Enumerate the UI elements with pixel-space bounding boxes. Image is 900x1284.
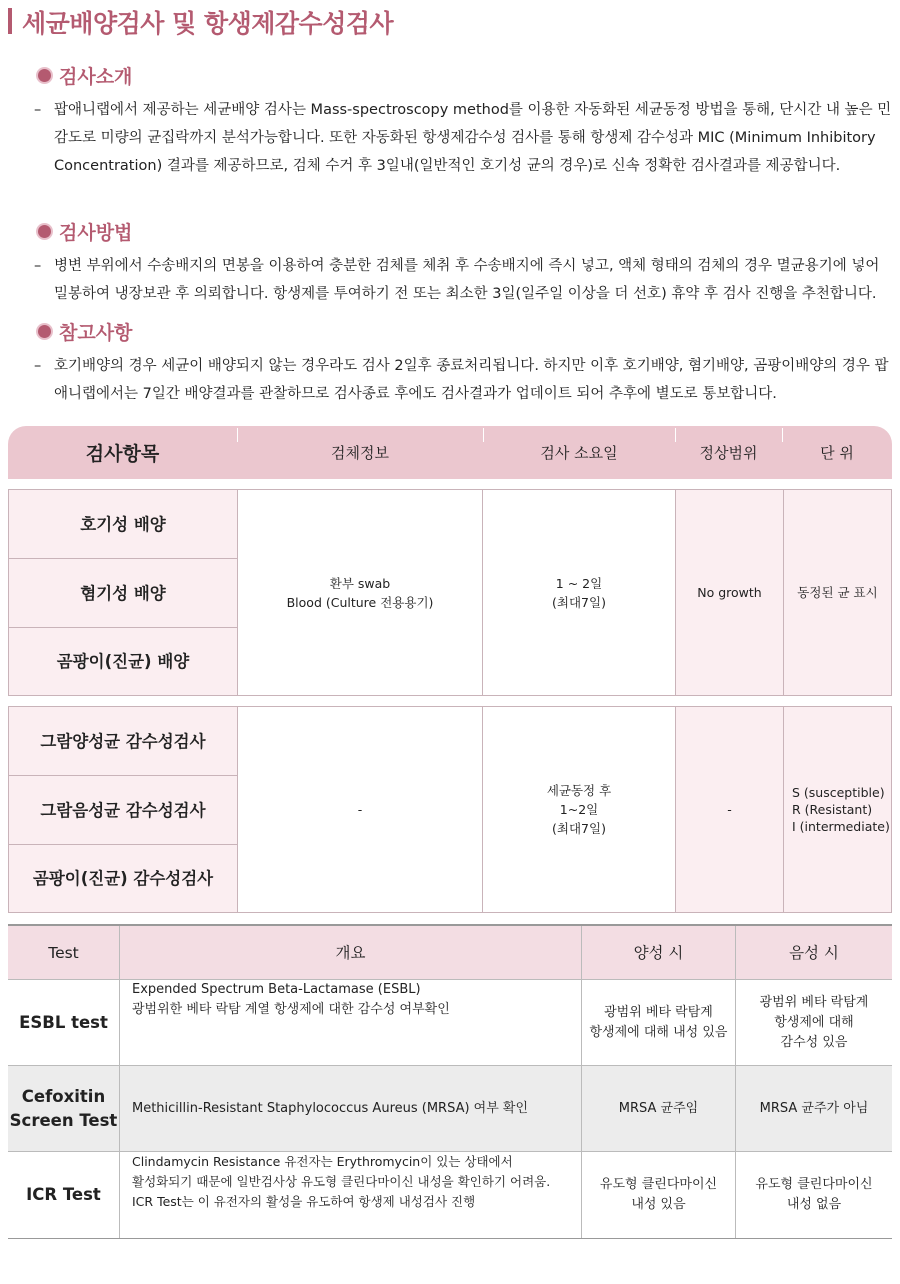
bullet-dot-icon <box>38 325 51 338</box>
normal-range: No growth <box>676 490 783 695</box>
header-unit: 단 위 <box>820 444 854 462</box>
header-normal-range: 정상범위 <box>699 444 758 462</box>
positive-result: MRSA 균주임 <box>582 1066 736 1151</box>
test-summary <box>120 1152 582 1238</box>
test-item: 호기성 배양 <box>9 490 238 559</box>
test-item: 곰팡이(진균) 감수성검사 <box>9 845 238 912</box>
dash-bullet: – <box>34 258 42 274</box>
section-text: 호기배양의 경우 세균이 배양되지 않는 경우라도 검사 2일후 종료처리됩니다. 하지만 이후 호기배양, 혐기배양, 곰팡이배양의 경우 팝애니랩에서는 7일간 배양결과를 관찰하므로 검사종료 후에도 검사결과가 업데이트 되어 추후에 별도로 통보합니다. <box>54 358 889 402</box>
susceptibility-group <box>8 706 892 913</box>
result-line: 감수성 있음 <box>780 1034 848 1050</box>
negative-result: MRSA 균주가 아님 <box>736 1066 892 1151</box>
bullet-dot-icon <box>38 69 51 82</box>
header-test-item: 검사항목 <box>85 443 160 465</box>
result-line: 유도형 클린다마이신 <box>599 1177 718 1192</box>
unit <box>784 707 891 912</box>
test-name <box>8 1066 120 1151</box>
header-duration: 검사 소요일 <box>540 444 618 462</box>
dash-bullet: – <box>34 102 42 118</box>
specimen-info <box>238 490 482 695</box>
table-row <box>8 1066 892 1152</box>
title-accent-bar <box>8 8 12 34</box>
duration-info <box>483 707 675 912</box>
result-line: 내성 있음 <box>631 1197 686 1212</box>
test-name: ESBL test <box>8 980 120 1065</box>
duration-line: 1~2일 <box>559 802 599 817</box>
summary-line: Expended Spectrum Beta-Lactamase (ESBL) <box>132 982 421 997</box>
table-row <box>8 980 892 1066</box>
bullet-dot-icon <box>38 225 51 238</box>
test-summary <box>120 980 582 1065</box>
duration-line: (최대7일) <box>552 594 606 610</box>
test-name-line: Screen Test <box>9 1110 118 1130</box>
additional-tests-table <box>8 924 892 1239</box>
table-header-row <box>8 926 892 980</box>
specimen-line: Blood (Culture 전용용기) <box>286 594 434 610</box>
test-item: 그람음성균 감수성검사 <box>9 776 238 845</box>
test-item: 그람양성균 감수성검사 <box>9 707 238 776</box>
header-specimen: 검체정보 <box>331 444 389 462</box>
test-item: 혐기성 배양 <box>9 559 238 628</box>
section-heading: 검사방법 <box>59 221 133 244</box>
duration-line: 1 ~ 2일 <box>555 575 603 591</box>
section-method <box>34 218 894 308</box>
result-line: 유도형 클린다마이신 <box>755 1177 873 1192</box>
negative-result <box>736 1152 892 1238</box>
summary-line: ICR Test는 이 유전자의 활성을 유도하여 항생제 내성검사 진행 <box>132 1194 476 1209</box>
result-line: 광범위 베타 락탐계 <box>759 994 869 1010</box>
specimen-info: - <box>357 802 363 817</box>
result-line: 항생제에 대해 내성 있음 <box>589 1024 728 1040</box>
negative-result <box>736 980 892 1065</box>
section-text: 팝애니랩에서 제공하는 세균배양 검사는 Mass-spectroscopy method를 이용한 자동화된 세균동정 방법을 통해, 단시간 내 높은 민감도로 미량의 균집락까지 분석가능합니다. 또한 자동화된 항생제감수성 검사를 통해 항생제 감수성과 MIC (Minimum Inhibitory Concentration) 결과를 제공하므로, 검체 수거 후 3일내(일반적인 호기성 균의 경우)로 신속 정확한 검사결과를 제공합니다. <box>54 102 892 174</box>
test-item: 곰팡이(진균) 배양 <box>9 628 238 695</box>
result-line: 광범위 베타 락탐계 <box>604 1004 713 1020</box>
section-text: 병변 부위에서 수송배지의 면봉을 이용하여 충분한 검체를 체취 후 수송배지에 즉시 넣고, 액체 형태의 검체의 경우 멸균용기에 넣어 밀봉하여 냉장보관 후 의뢰합니다. 항생제를 투여하기 전 또는 최소한 3일(일주일 이상을 더 선호) 휴약 후 검사 진행을 추천합니다. <box>54 258 880 302</box>
unit-line: S (susceptible) <box>792 785 885 800</box>
header-negative: 음성 시 <box>736 926 892 979</box>
unit: 동정된 균 표시 <box>784 490 891 695</box>
page-title: 세균배양검사 및 항생제감수성검사 <box>22 9 394 38</box>
duration-line: 세균동정 후 <box>546 783 612 798</box>
summary-line: 광범위한 베타 락탐 계열 항생제에 대한 감수성 여부확인 <box>132 1002 450 1017</box>
duration-line: (최대7일) <box>552 821 606 836</box>
dash-bullet: – <box>34 358 42 374</box>
culture-group <box>8 489 892 696</box>
summary-line: Clindamycin Resistance 유전자는 Erythromycin이 있는 상태에서 <box>132 1154 513 1169</box>
positive-result <box>582 1152 736 1238</box>
result-line: 항생제에 대해 <box>774 1014 854 1030</box>
unit-line: R (Resistant) <box>792 802 873 817</box>
specimen-line: 환부 swab <box>329 575 391 591</box>
positive-result <box>582 980 736 1065</box>
summary-line: 활성화되기 때문에 일반검사상 유도형 클린다마이신 내성을 확인하기 어려움. <box>132 1174 551 1189</box>
header-test: Test <box>8 926 120 979</box>
section-heading: 참고사항 <box>59 321 133 344</box>
section-notes <box>34 318 894 408</box>
normal-range: - <box>676 707 783 912</box>
duration-info <box>483 490 675 695</box>
section-intro <box>34 62 894 180</box>
header-summary: 개요 <box>120 926 582 979</box>
unit-line: I (intermediate) <box>792 819 890 834</box>
section-heading: 검사소개 <box>59 65 133 88</box>
header-positive: 양성 시 <box>582 926 736 979</box>
test-name-line: Cefoxitin <box>21 1086 106 1106</box>
table-row <box>8 1152 892 1238</box>
test-table-header <box>8 426 892 479</box>
test-summary: Methicillin-Resistant Staphylococcus Aureus (MRSA) 여부 확인 <box>120 1066 582 1151</box>
result-line: 내성 없음 <box>786 1197 842 1212</box>
test-name: ICR Test <box>8 1152 120 1238</box>
